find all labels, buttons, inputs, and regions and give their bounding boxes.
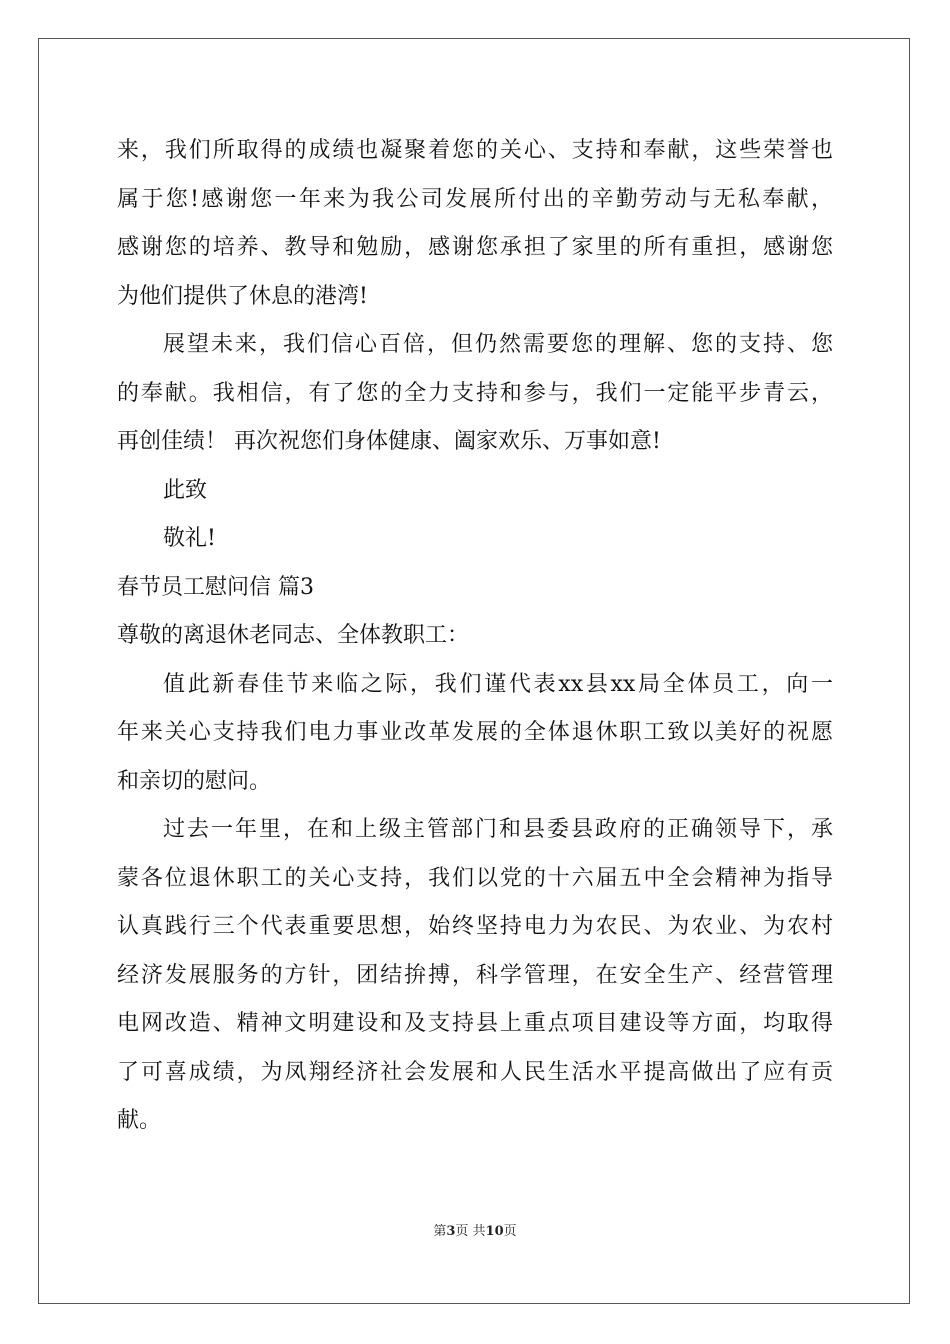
footer-middle: 页 共 (455, 1224, 486, 1239)
text-line: 值此新春佳节来临之际，我们谨代表xx县xx局全体员工，向一 (163, 671, 833, 697)
footer-prefix: 第 (433, 1224, 447, 1239)
text-line: 展望未来，我们信心百倍，但仍然需要您的理解、您的支持、您 (163, 332, 833, 357)
text-line: 为他们提供了休息的港湾! (117, 283, 368, 309)
page-footer (0, 1220, 950, 1239)
text-line: 尊敬的离退休老同志、全体教职工： (117, 623, 470, 648)
text-line: 和亲切的慰问。 (117, 768, 272, 794)
text-line: 此致 (163, 477, 208, 503)
text-line: 属于您!感谢您一年来为我公司发展所付出的辛勤劳动与无私奉献， (117, 186, 833, 212)
document-body (117, 127, 833, 1146)
footer-suffix: 页 (503, 1224, 517, 1239)
text-line: 感谢您的培养、教导和勉励，感谢您承担了家里的所有重担，感谢您 (117, 235, 833, 260)
text-line: 了可喜成绩，为凤翔经济社会发展和人民生活水平提高做出了应有贡 (117, 1059, 833, 1085)
text-line: 献。 (117, 1108, 162, 1133)
text-line: 春节员工慰问信 篇3 (117, 574, 314, 600)
footer-total-pages: 10 (485, 1224, 504, 1239)
text-line: 经济发展服务的方针，团结拚搏，科学管理，在安全生产、经营管理 (117, 962, 833, 988)
text-line: 认真践行三个代表重要思想，始终坚持电力为农民、为农业、为农村 (117, 914, 833, 939)
text-line: 来，我们所取得的成绩也凝聚着您的关心、支持和奉献，这些荣誉也 (117, 138, 833, 163)
footer-page-number: 3 (446, 1224, 456, 1239)
text-line: 再创佳绩！ 再次祝您们身体健康、阖家欢乐、万事如意! (117, 429, 661, 454)
text-line: 敬礼! (163, 526, 216, 551)
text-line: 年来关心支持我们电力事业改革发展的全体退休职工致以美好的祝愿 (117, 720, 833, 745)
text-line: 电网改造、精神文明建设和及支持县上重点项目建设等方面，均取得 (117, 1011, 833, 1036)
text-line: 过去一年里，在和上级主管部门和县委县政府的正确领导下，承 (163, 817, 833, 842)
text-line: 的奉献。我相信，有了您的全力支持和参与，我们一定能平步青云， (117, 380, 833, 406)
text-line: 蒙各位退休职工的关心支持，我们以党的十六届五中全会精神为指导 (117, 865, 833, 891)
